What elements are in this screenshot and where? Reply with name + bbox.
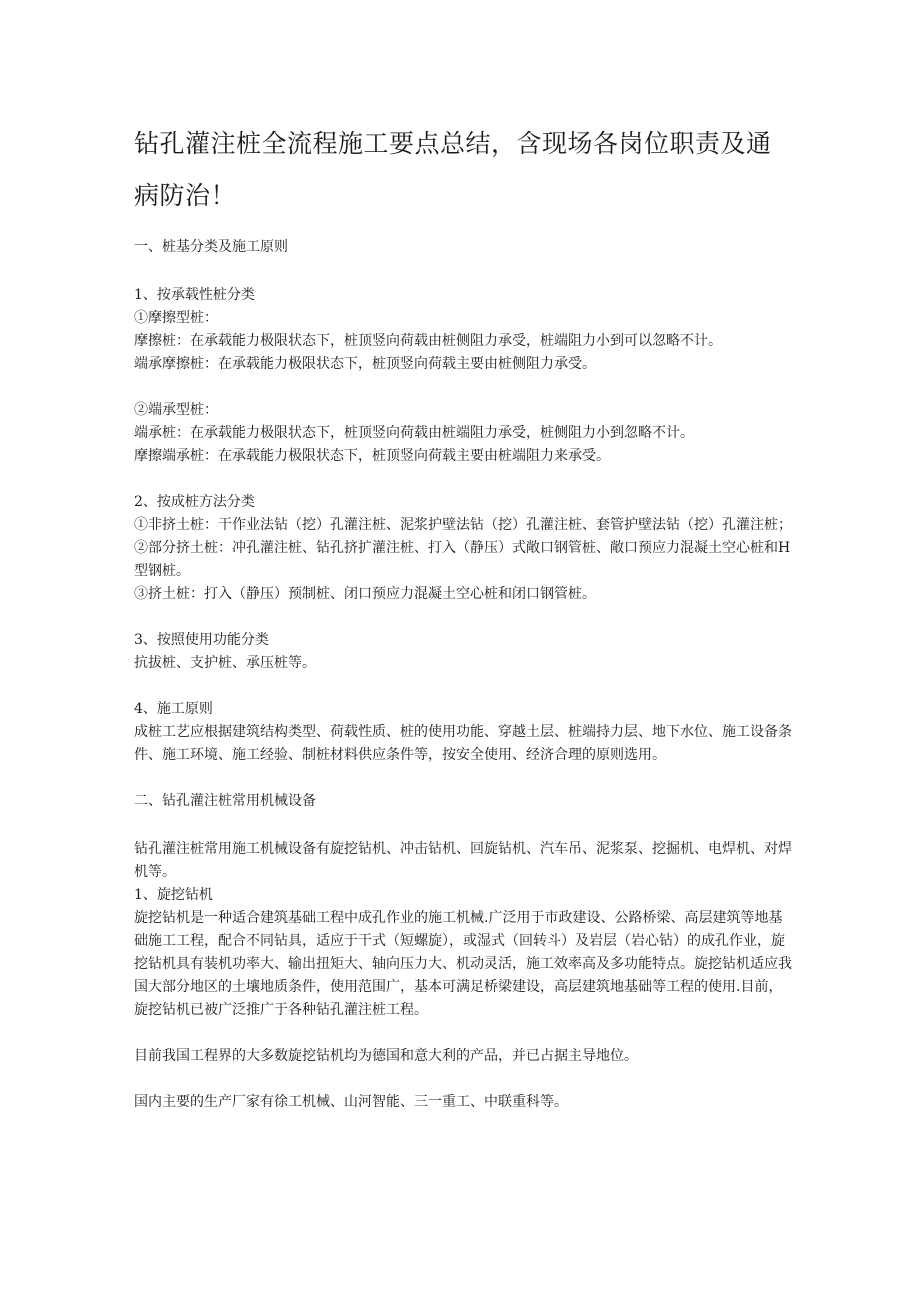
paragraph-rotary-drill: 旋挖钻机是一种适合建筑基础工程中成孔作业的施工机械.广泛用于市政建设、公路桥梁、高层建筑等地基础施工工程，配合不同钻具，适应于干式（短螺旋），或湿式（回转斗）及岩层（岩心钻）的成孔作业，旋挖钻机具有装机功率大、输出扭矩大、轴向压力大、机动灵活，施工效率高及多功能特点。旋挖钻机适应我国大部分地区的土壤地质条件，使用范围广，基本可满足桥梁建设，高层建筑地基础等工程的使用.目前，旋挖钻机已被广泛推广于各种钻孔灌注桩工程。 [134, 910, 792, 1018]
document-title: 钻孔灌注桩全流程施工要点总结，含现场各岗位职责及通病防治！ [134, 129, 772, 210]
section-heading-1: 一、桩基分类及施工原则 [134, 239, 288, 255]
paragraph-end-bearing-pile: 端承桩：在承载能力极限状态下，桩顶竖向荷载由桩端阻力承受，桩侧阻力小到忽略不计。 [134, 425, 694, 441]
paragraph-market-share: 目前我国工程界的大多数旋挖钻机均为德国和意大利的产品，并已占据主导地位。 [134, 1048, 638, 1064]
paragraph-end-bearing-friction-pile: 端承摩擦桩：在承载能力极限状态下，桩顶竖向荷载主要由桩侧阻力承受。 [134, 356, 596, 372]
paragraph-function-types: 抗拔桩、支护桩、承压桩等。 [134, 655, 316, 671]
subsection-heading-2-1: 1、旋挖钻机 [134, 887, 213, 903]
section-heading-2: 二、钻孔灌注桩常用机械设备 [134, 793, 316, 809]
paragraph-displacement-pile: ③挤土桩：打入（静压）预制桩、闭口预应力混凝土空心桩和闭口钢管桩。 [134, 586, 596, 602]
subsection-heading-1-1: 1、按承载性桩分类 [134, 287, 255, 303]
item-label-friction-pile: ①摩擦型桩： [134, 310, 218, 326]
paragraph-construction-principle: 成桩工艺应根据建筑结构类型、荷载性质、桩的使用功能、穿越土层、桩端持力层、地下水位、施工设备条件、施工环境、施工经验、制桩材料供应条件等，按安全使用、经济合理的原则选用。 [134, 724, 792, 763]
paragraph-partial-displacement-pile: ②部分挤土桩：冲孔灌注桩、钻孔挤扩灌注桩、打入（静压）式敞口钢管桩、敞口预应力混凝土空心桩和H型钢桩。 [134, 540, 791, 579]
paragraph-manufacturers: 国内主要的生产厂家有徐工机械、山河智能、三一重工、中联重科等。 [134, 1094, 568, 1110]
item-label-end-bearing-pile: ②端承型桩： [134, 402, 218, 418]
subsection-heading-1-4: 4、施工原则 [134, 701, 213, 717]
paragraph-friction-pile: 摩擦桩：在承载能力极限状态下，桩顶竖向荷载由桩侧阻力承受，桩端阻力小到可以忽略不计。 [134, 333, 722, 349]
paragraph-non-displacement-pile: ①非挤土桩：干作业法钻（挖）孔灌注桩、泥浆护壁法钻（挖）孔灌注桩、套管护壁法钻（挖）孔灌注桩； [134, 517, 792, 533]
paragraph-equipment-intro: 钻孔灌注桩常用施工机械设备有旋挖钻机、冲击钻机、回旋钻机、汽车吊、泥浆泵、挖掘机、电焊机、对焊机等。 [134, 841, 792, 880]
subsection-heading-1-3: 3、按照使用功能分类 [134, 632, 269, 648]
subsection-heading-1-2: 2、按成桩方法分类 [134, 494, 255, 510]
paragraph-friction-end-bearing-pile: 摩擦端承桩：在承载能力极限状态下，桩顶竖向荷载主要由桩端阻力来承受。 [134, 448, 610, 464]
document-page [134, 118, 794, 1114]
